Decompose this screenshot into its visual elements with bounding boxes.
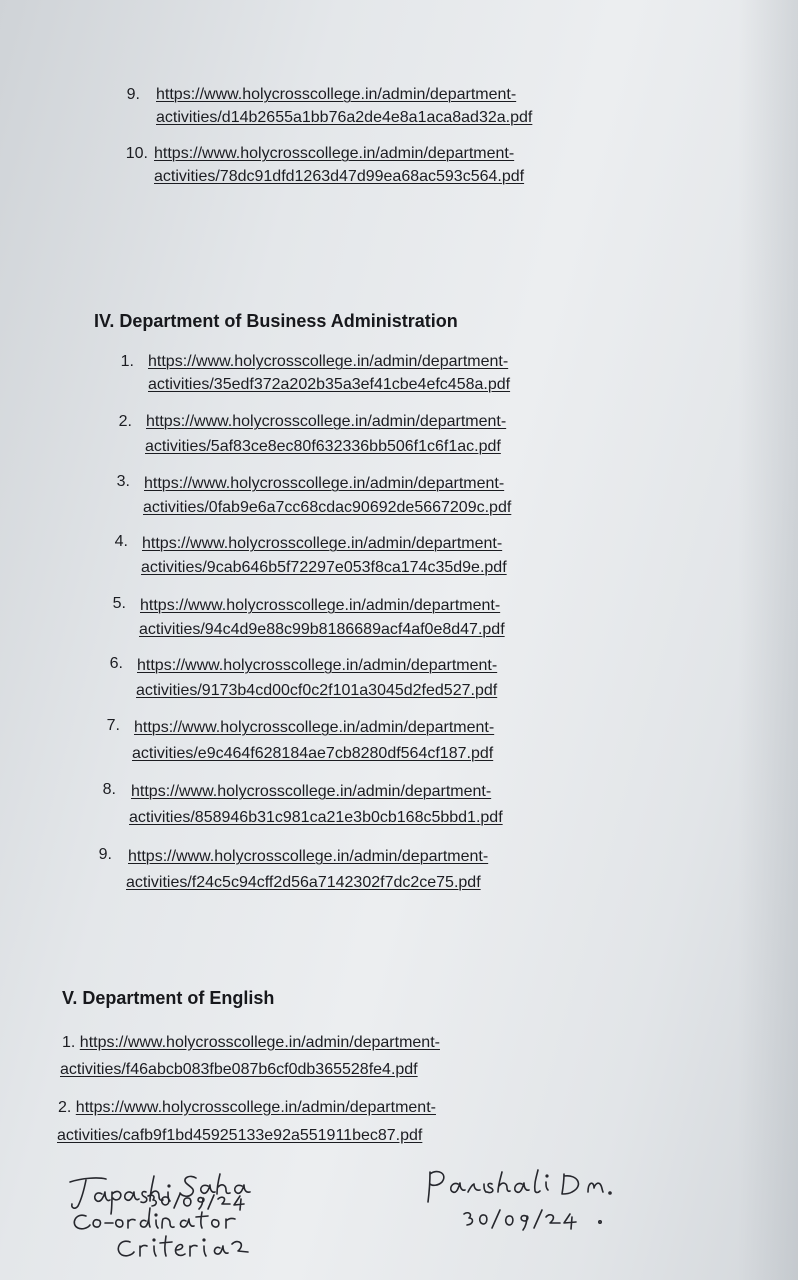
link-line-2[interactable]: activities/cafb9f1bd45925133e92a551911bec87.pdf xyxy=(57,1127,423,1144)
item-number: 10. xyxy=(125,145,148,162)
item-number: 6. xyxy=(109,655,123,672)
list-item-continuation xyxy=(57,1124,422,1148)
link-line-1[interactable]: https://www.holycrosscollege.in/admin/department- xyxy=(144,475,505,492)
item-number: 2. xyxy=(58,1099,72,1116)
item-number: 2. xyxy=(118,413,132,430)
link-line-2[interactable]: activities/35edf372a202b35a3ef41cbe4efc458a.pdf xyxy=(148,376,511,393)
link-line-1[interactable]: https://www.holycrosscollege.in/admin/department- xyxy=(156,86,517,103)
item-number: 4. xyxy=(114,533,128,550)
list-item xyxy=(62,1031,440,1055)
link-line-2[interactable]: activities/f24c5c94cff2d56a7142302f7dc2ce75.pdf xyxy=(126,874,481,891)
link-line-2[interactable]: activities/78dc91dfd1263d47d99ea68ac593c564.pdf xyxy=(154,168,525,185)
item-number: 1. xyxy=(62,1034,76,1051)
link-line-2[interactable]: activities/f46abcb083fbe087b6cf0db365528fe4.pdf xyxy=(60,1061,418,1078)
link-line-1[interactable]: https://www.holycrosscollege.in/admin/department- xyxy=(140,597,501,614)
section-heading: V. Department of English xyxy=(62,988,275,1008)
link-line-2[interactable]: activities/9cab646b5f72297e053f8ca174c35d9e.pdf xyxy=(141,559,507,576)
page-shadow xyxy=(738,0,798,1280)
item-number: 1. xyxy=(120,353,134,370)
link-line-2[interactable]: activities/d14b2655a1bb76a2de4e8a1aca8ad32a.pdf xyxy=(156,109,533,126)
signature-left xyxy=(62,1168,272,1273)
item-number: 9. xyxy=(126,86,140,103)
link-line-2[interactable]: activities/9173b4cd00cf0c2f101a3045d2fed527.pdf xyxy=(136,682,498,699)
link-line-2[interactable]: activities/5af83ce8ec80f632336bb506f1c6f1ac.pdf xyxy=(145,438,501,455)
link-line-2[interactable]: activities/94c4d9e88c99b8186689acf4af0e8d47.pdf xyxy=(139,621,505,638)
link-line-1[interactable]: https://www.holycrosscollege.in/admin/department- xyxy=(75,1099,436,1116)
item-number: 9. xyxy=(98,846,112,863)
item-number: 8. xyxy=(102,781,116,798)
link-line-2[interactable]: activities/858946b31c981ca21e3b0cb168c5bbd1.pdf xyxy=(129,809,503,826)
section-heading: IV. Department of Business Administration xyxy=(94,311,458,331)
link-line-1[interactable]: https://www.holycrosscollege.in/admin/department- xyxy=(154,145,515,162)
link-line-1[interactable]: https://www.holycrosscollege.in/admin/department- xyxy=(142,535,503,552)
link-line-1[interactable]: https://www.holycrosscollege.in/admin/department- xyxy=(137,657,498,674)
link-line-1[interactable]: https://www.holycrosscollege.in/admin/department- xyxy=(134,719,495,736)
item-number: 3. xyxy=(116,473,130,490)
list-item-continuation xyxy=(60,1058,418,1082)
item-number: 7. xyxy=(106,717,120,734)
signature-right xyxy=(424,1164,624,1244)
link-line-1[interactable]: https://www.holycrosscollege.in/admin/department- xyxy=(128,848,489,865)
link-line-1[interactable]: https://www.holycrosscollege.in/admin/department- xyxy=(146,413,507,430)
list-item xyxy=(58,1096,436,1120)
item-number: 5. xyxy=(112,595,126,612)
link-line-1[interactable]: https://www.holycrosscollege.in/admin/department- xyxy=(131,783,492,800)
link-line-1[interactable]: https://www.holycrosscollege.in/admin/department- xyxy=(148,353,509,370)
link-line-2[interactable]: activities/e9c464f628184ae7cb8280df564cf187.pdf xyxy=(132,745,494,762)
link-line-2[interactable]: activities/0fab9e6a7cc68cdac90692de5667209c.pdf xyxy=(143,499,512,516)
link-line-1[interactable]: https://www.holycrosscollege.in/admin/department- xyxy=(79,1034,440,1051)
